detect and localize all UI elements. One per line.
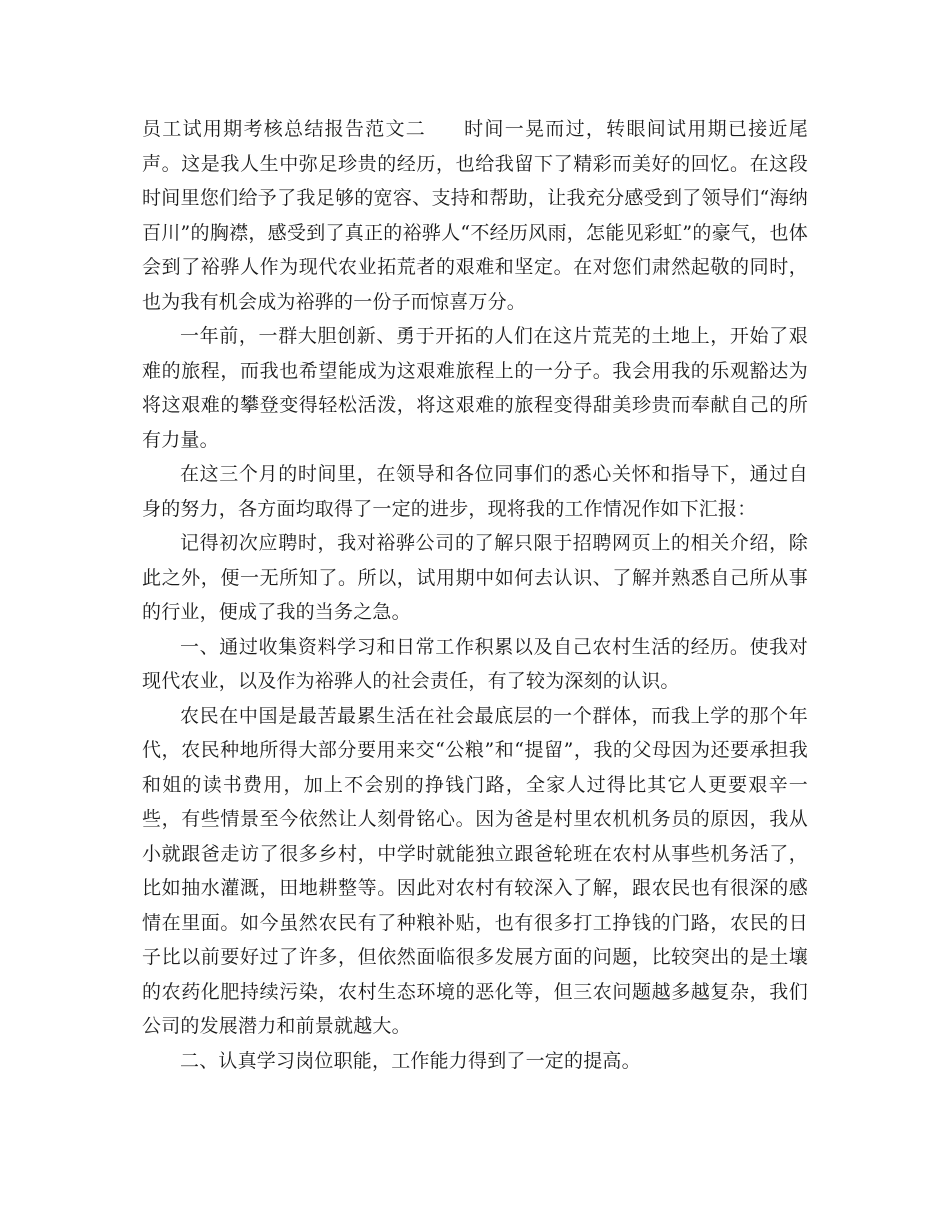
section-heading: 二、认真学习岗位职能，工作能力得到了一定的提高。 [180,1049,641,1072]
intro-paragraph [142,112,808,319]
paragraph: 在这三个月的时间里，在领导和各位同事们的悉心关怀和指导下，通过自身的努力，各方面均取得了一定的进步，现将我的工作情况作如下汇报： [142,463,808,520]
paragraph: 一年前，一群大胆创新、勇于开拓的人们在这片荒芜的土地上，开始了艰难的旅程，而我也希望能成为这艰难旅程上的一分子。我会用我的乐观豁达为将这艰难的攀登变得轻松活泼，将这艰难的旅程变得甜美珍贵而奉献自己的所有力量。 [142,325,808,451]
document-page [142,112,808,1078]
section-heading: 一、通过收集资料学习和日常工作积累以及自己农村生活的经历。使我对现代农业，以及作为裕骅人的社会责任，有了较为深刻的认识。 [142,635,808,692]
paragraph-text: 时间一晃而过，转眼间试用期已接近尾声。这是我人生中弥足珍贵的经历，也给我留下了精彩而美好的回忆。在这段时间里您们给予了我足够的宽容、支持和帮助，让我充分感受到了领导们“海纳百川”的胸襟，感受到了真正的裕骅人“不经历风雨，怎能见彩虹”的豪气，也体会到了裕骅人作为现代农业拓荒者的艰难和坚定。在对您们肃然起敬的同时，也为我有机会成为裕骅的一份子而惊喜万分。 [142,118,808,313]
document-title: 员工试用期考核总结报告范文二 [142,118,427,140]
paragraph: 记得初次应聘时，我对裕骅公司的了解只限于招聘网页上的相关介绍，除此之外，便一无所知了。所以，试用期中如何去认识、了解并熟悉自己所从事的行业，便成了我的当务之急。 [142,532,808,623]
paragraph: 农民在中国是最苦最累生活在社会最底层的一个群体，而我上学的那个年代，农民种地所得大部分要用来交“公粮”和“提留”，我的父母因为还要承担我和姐的读书费用，加上不会别的挣钱门路，全家人过得比其它人更要艰辛一些，有些情景至今依然让人刻骨铭心。因为爸是村里农机机务员的原因，我从小就跟爸走访了很多乡村，中学时就能独立跟爸轮班在农村从事些机务活了，比如抽水灌溉，田地耕整等。因此对农村有较深入了解，跟农民也有很深的感情在里面。如今虽然农民有了种粮补贴，也有很多打工挣钱的门路，农民的日子比以前要好过了许多，但依然面临很多发展方面的问题，比较突出的是土壤的农药化肥持续污染，农村生态环境的恶化等，但三农问题越多越复杂，我们公司的发展潜力和前景就越大。 [142,704,808,1037]
